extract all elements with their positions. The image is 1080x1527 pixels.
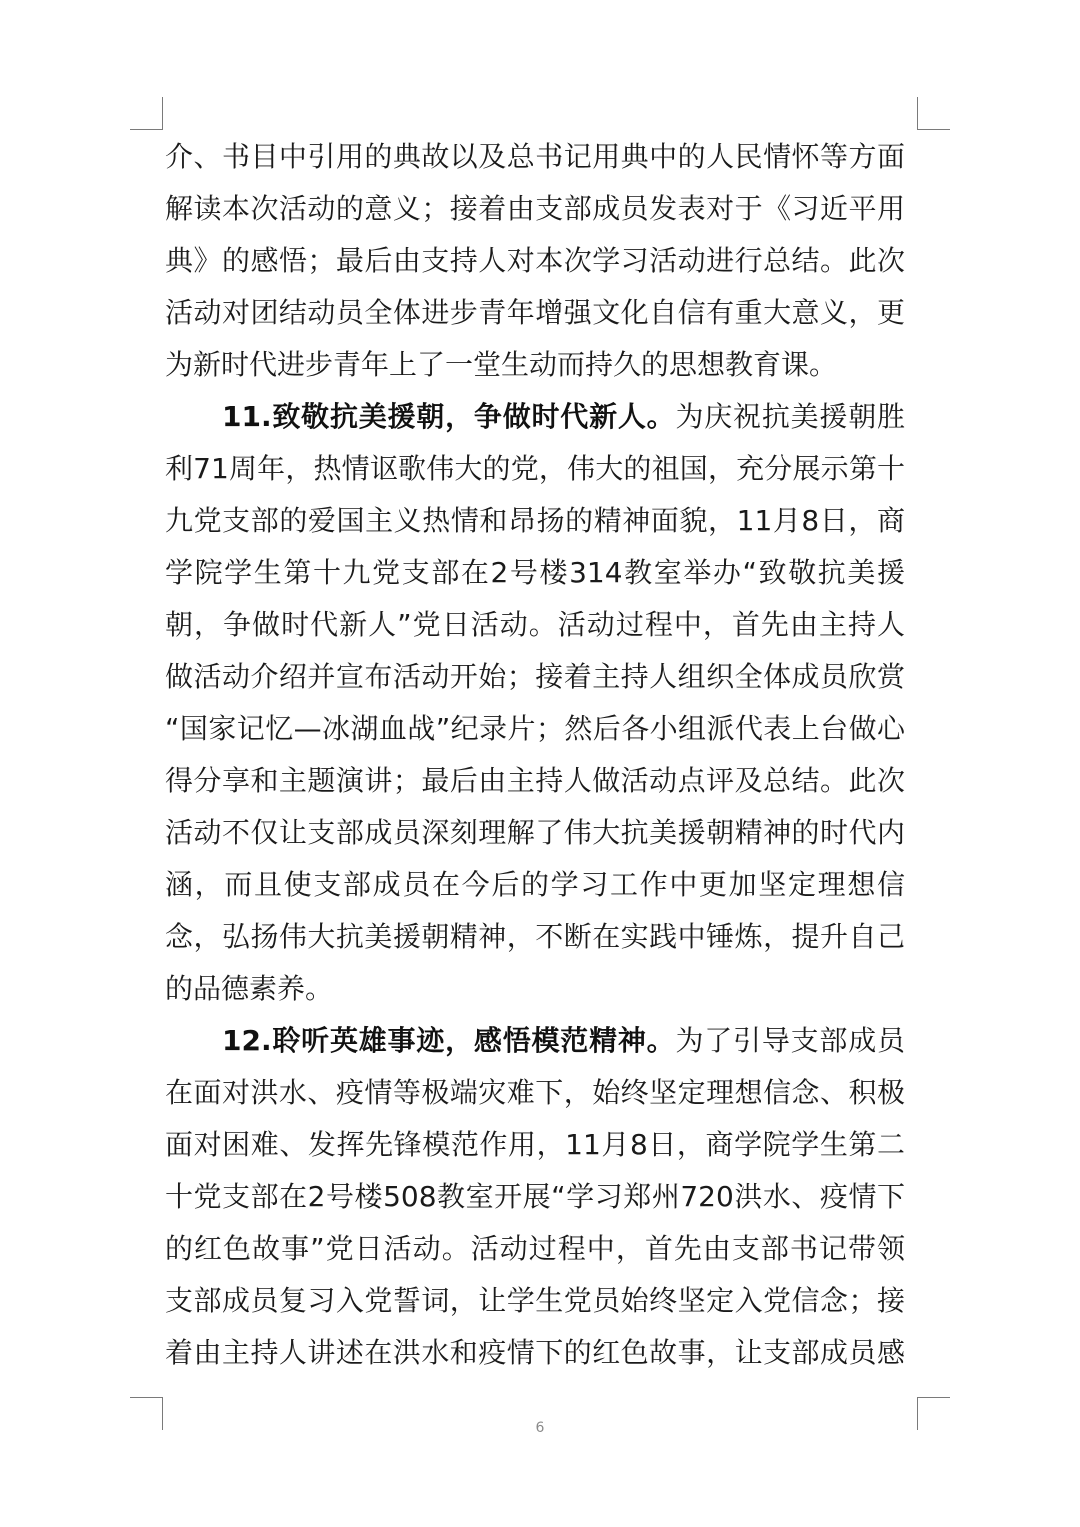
text-line: 朝，争做时代新人”党日活动。活动过程中，首先由主持人 (165, 608, 905, 641)
text-line: 做活动介绍并宣布活动开始；接着主持人组织全体成员欣赏 (165, 660, 905, 693)
text-line: 支部成员复习入党誓词，让学生党员始终坚定入党信念；接 (165, 1284, 905, 1317)
body-text (165, 131, 905, 1379)
text-line: “国家记忆—冰湖血战”纪录片；然后各小组派代表上台做心 (165, 712, 905, 745)
text-span: 为庆祝抗美援朝胜 (675, 400, 905, 433)
text-line: 介、书目中引用的典故以及总书记用典中的人民情怀等方面 (165, 140, 905, 173)
text-line: 十党支部在2号楼508教室开展“学习郑州720洪水、疫情下 (165, 1180, 905, 1213)
text-line: 活动对团结动员全体进步青年增强文化自信有重大意义，更 (165, 296, 905, 329)
crop-mark-top-left (130, 97, 163, 130)
text-line: 涵，而且使支部成员在今后的学习工作中更加坚定理想信 (165, 868, 905, 901)
text-line: 活动不仅让支部成员深刻理解了伟大抗美援朝精神的时代内 (165, 816, 905, 849)
section-heading: 12.聆听英雄事迹，感悟模范精神。 (222, 1024, 676, 1057)
text-line: 为新时代进步青年上了一堂生动而持久的思想教育课。 (165, 348, 838, 381)
text-line: 学院学生第十九党支部在2号楼314教室举办“致敬抗美援 (165, 556, 905, 589)
text-line: 在面对洪水、疫情等极端灾难下，始终坚定理想信念、积极 (165, 1076, 905, 1109)
text-span: 为了引导支部成员 (675, 1024, 905, 1057)
page-number: 6 (535, 1420, 545, 1436)
text-line: 念，弘扬伟大抗美援朝精神，不断在实践中锤炼，提升自己 (165, 920, 905, 953)
section-heading: 11.致敬抗美援朝，争做时代新人。 (222, 400, 676, 433)
text-line (165, 391, 905, 443)
text-line: 利71周年，热情讴歌伟大的党，伟大的祖国，充分展示第十 (165, 452, 905, 485)
text-line: 的品德素养。 (165, 972, 334, 1005)
text-line: 解读本次活动的意义；接着由支部成员发表对于《习近平用 (165, 192, 905, 225)
text-line: 面对困难、发挥先锋模范作用，11月8日，商学院学生第二 (165, 1128, 905, 1161)
text-line (165, 1015, 905, 1067)
text-line: 得分享和主题演讲；最后由主持人做活动点评及总结。此次 (165, 764, 905, 797)
text-line: 典》的感悟；最后由支持人对本次学习活动进行总结。此次 (165, 244, 905, 277)
text-line: 的红色故事”党日活动。活动过程中，首先由支部书记带领 (165, 1232, 905, 1265)
text-line: 九党支部的爱国主义热情和昂扬的精神面貌，11月8日，商 (165, 504, 905, 537)
text-line: 着由主持人讲述在洪水和疫情下的红色故事，让支部成员感 (165, 1336, 905, 1369)
crop-mark-top-right (917, 97, 950, 130)
